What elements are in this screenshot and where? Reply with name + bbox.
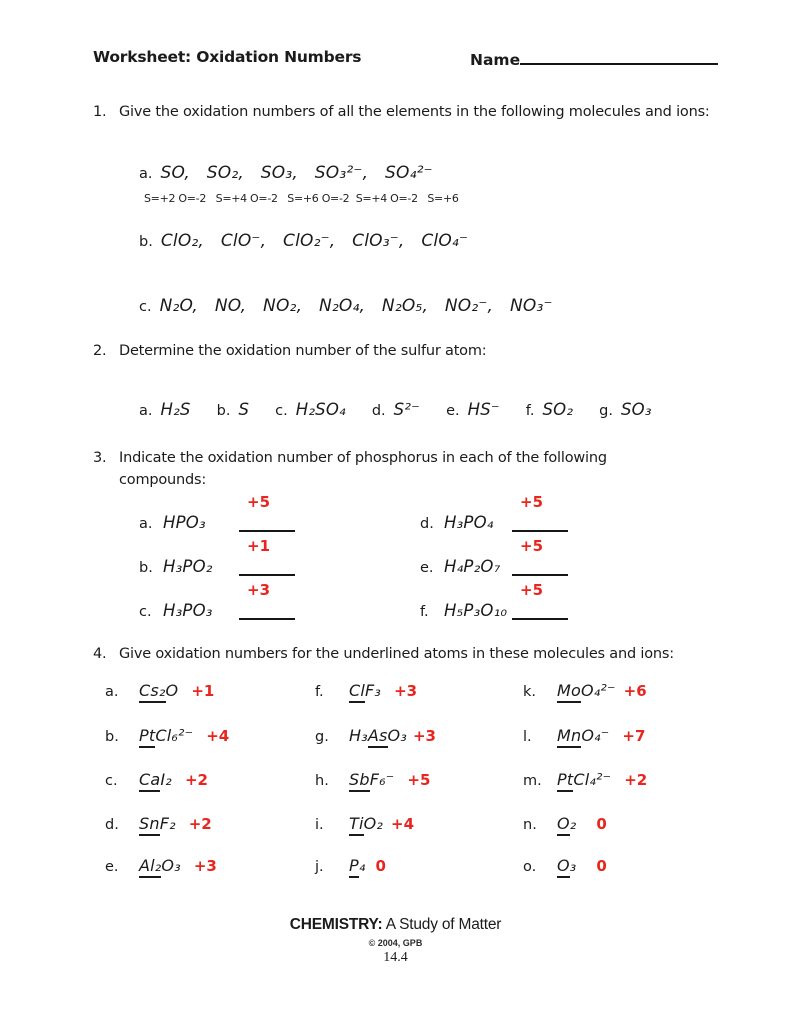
- item-letter: m.: [523, 773, 542, 789]
- item-letter: o.: [523, 859, 537, 875]
- answer-value: +3: [247, 581, 271, 599]
- chemical-formula: [557, 681, 616, 700]
- footer-copyright: © 2004, GPB: [368, 938, 423, 948]
- q3-item-a: [139, 493, 295, 532]
- q3-item-b: [139, 537, 295, 576]
- q4-item-m: [523, 770, 647, 789]
- q3-item-c: [139, 581, 295, 620]
- chemical-formula: [557, 770, 611, 789]
- q1-part-a-answers: S=+2 O=-2 S=+4 O=-2 S=+6 O=-2 S=+4 O=-2 S=+6: [144, 192, 459, 205]
- underlined-atom: Pt: [139, 726, 155, 748]
- answer-value: +3: [394, 682, 418, 700]
- answer-value: +5: [520, 493, 544, 511]
- chemical-formula: [139, 681, 178, 700]
- question-text: Indicate the oxidation number of phosphorus in each of the following compounds:: [119, 450, 607, 488]
- q2-item-d: [372, 400, 420, 419]
- answer-value: +5: [247, 493, 271, 511]
- chemical-formula: H₅P₃O₁₀: [444, 601, 508, 620]
- chemical-formula: [139, 726, 193, 745]
- item-letter: b.: [139, 234, 153, 250]
- answer-blank: [239, 581, 295, 620]
- q4-item-j: [315, 856, 386, 875]
- chemical-formula: H₄P₂O₇: [444, 557, 501, 576]
- q4-item-e: [105, 856, 217, 875]
- underlined-atom: P: [349, 856, 359, 878]
- answer-blank: [512, 537, 568, 576]
- q2-item-b: [217, 400, 250, 419]
- item-letter: h.: [315, 773, 329, 789]
- formula-post: Cl₄²⁻: [573, 770, 612, 789]
- q4-item-l: [523, 726, 645, 745]
- q3-item-e: [420, 537, 568, 576]
- q2-item-e: [446, 400, 500, 419]
- answer-value: +2: [624, 771, 648, 789]
- formula-pre: H₃: [349, 726, 368, 745]
- answer-value: +5: [520, 537, 544, 555]
- q1-part-a: [139, 163, 433, 183]
- chemical-formula: H₃PO₃: [163, 601, 213, 620]
- name-underline: [520, 48, 718, 65]
- q3-item-f: [420, 581, 568, 620]
- chemical-formula: HPO₃: [163, 513, 206, 532]
- formula-post: O₄⁻: [581, 726, 610, 745]
- underlined-atom: Mn: [557, 726, 581, 748]
- q2-item-g: [599, 400, 652, 419]
- q2-item-f: [526, 400, 573, 419]
- underlined-atom: Ti: [349, 814, 364, 836]
- item-letter: a.: [105, 684, 119, 700]
- q2-item-a: [139, 400, 191, 419]
- formula-post: ₂: [569, 814, 577, 833]
- item-letter: g.: [599, 403, 613, 419]
- chemical-formula: SO₂: [542, 400, 574, 419]
- answer-blank: [239, 537, 295, 576]
- underlined-atom: Sn: [139, 814, 160, 836]
- answer-value: +4: [206, 727, 230, 745]
- chemical-formula: [139, 770, 172, 789]
- item-letter: d.: [371, 403, 386, 419]
- question-4-prompt: [93, 644, 674, 666]
- underlined-atom: Cl: [349, 681, 365, 703]
- formula-post: F₂: [159, 814, 176, 833]
- chemical-formula: [349, 681, 381, 700]
- q4-item-c: [105, 770, 208, 789]
- answer-value: +2: [188, 815, 212, 833]
- item-letter: k.: [523, 684, 537, 700]
- chemical-formula: [349, 726, 407, 745]
- item-letter: d.: [105, 817, 119, 833]
- item-letter: a.: [139, 403, 153, 419]
- question-number: 1.: [93, 104, 107, 120]
- answer-blank: [512, 493, 568, 532]
- formula-post: Cl₆²⁻: [155, 726, 194, 745]
- underlined-atom: Al₂: [139, 856, 161, 878]
- answer-value: 0: [596, 857, 607, 875]
- name-field: [470, 48, 718, 69]
- formula-post: O₄²⁻: [581, 681, 616, 700]
- question-2-prompt: [93, 341, 486, 363]
- formula-post: O₃: [387, 726, 407, 745]
- q4-item-f: [315, 681, 417, 700]
- footer-brand-bold: CHEMISTRY:: [289, 916, 383, 933]
- formula-post: ₃: [569, 856, 577, 875]
- chemical-formula: SO₃: [620, 400, 652, 419]
- answer-value: +7: [622, 727, 646, 745]
- formula-post: F₆⁻: [369, 770, 395, 789]
- answer-value: +1: [247, 537, 271, 555]
- underlined-atom: Mo: [557, 681, 581, 703]
- q4-item-o: [523, 856, 607, 875]
- answer-value: +5: [520, 581, 544, 599]
- item-letter: a.: [139, 166, 153, 182]
- question-number: 3.: [93, 450, 107, 466]
- worksheet-title: Worksheet: Oxidation Numbers: [93, 48, 362, 66]
- underlined-atom: Cs₂: [139, 681, 166, 703]
- question-number: 4.: [93, 646, 107, 662]
- footer-page-number: 14.4: [383, 950, 408, 965]
- underlined-atom: O: [557, 856, 570, 878]
- q4-item-a: [105, 681, 214, 700]
- formula-post: I₂: [160, 770, 172, 789]
- underlined-atom: Ca: [139, 770, 160, 792]
- answer-value: +3: [193, 857, 217, 875]
- item-letter: c.: [139, 604, 152, 620]
- underlined-atom: Pt: [557, 770, 573, 792]
- question-text: Give the oxidation numbers of all the elements in the following molecules and ions:: [119, 104, 710, 120]
- item-letter: n.: [523, 817, 537, 833]
- question-text: Give oxidation numbers for the underlined atoms in these molecules and ions:: [119, 646, 674, 662]
- item-letter: b.: [105, 729, 119, 745]
- answer-blank: [239, 493, 295, 532]
- item-letter: a.: [139, 516, 153, 532]
- item-letter: b.: [216, 403, 231, 419]
- formula-post: F₃: [365, 681, 382, 700]
- chemical-formula: H₂S: [160, 400, 191, 419]
- chemical-formula: [139, 814, 176, 833]
- answer-value: +2: [184, 771, 208, 789]
- chemical-formula-list: SO, SO₂, SO₃, SO₃²⁻, SO₄²⁻: [160, 163, 433, 183]
- question-1-prompt: [93, 102, 710, 124]
- q4-item-k: [523, 681, 647, 700]
- answer-value: +1: [191, 682, 215, 700]
- formula-post: O₂: [363, 814, 384, 833]
- underlined-atom: O: [557, 814, 570, 836]
- q4-item-d: [105, 814, 212, 833]
- item-letter: c.: [139, 299, 152, 315]
- chemical-formula-list: N₂O, NO, NO₂, N₂O₄, N₂O₅, NO₂⁻, NO₃⁻: [159, 296, 553, 316]
- item-letter: l.: [523, 729, 532, 745]
- q4-item-b: [105, 726, 229, 745]
- chemical-formula: [557, 814, 576, 833]
- q2-items-row: [139, 400, 652, 419]
- item-letter: f.: [420, 604, 429, 620]
- chemical-formula: [139, 856, 181, 875]
- formula-post: ₄: [358, 856, 366, 875]
- chemical-formula: H₂SO₄: [295, 400, 346, 419]
- answer-value: 0: [375, 857, 386, 875]
- answer-value: +4: [391, 815, 415, 833]
- chemical-formula: [349, 814, 383, 833]
- chemical-formula: H₃PO₄: [444, 513, 494, 532]
- q4-item-g: [315, 726, 436, 745]
- underlined-atom: Sb: [349, 770, 370, 792]
- q4-item-h: [315, 770, 430, 789]
- chemical-formula-list: ClO₂, ClO⁻, ClO₂⁻, ClO₃⁻, ClO₄⁻: [160, 231, 469, 251]
- chemical-formula: HS⁻: [467, 400, 500, 419]
- chemical-formula: [557, 856, 576, 875]
- q4-item-i: [315, 814, 414, 833]
- question-text: Determine the oxidation number of the sulfur atom:: [119, 343, 487, 359]
- item-letter: e.: [420, 560, 434, 576]
- item-letter: f.: [525, 403, 535, 419]
- q3-item-d: [420, 493, 568, 532]
- item-letter: e.: [105, 859, 119, 875]
- answer-value: +6: [623, 682, 647, 700]
- answer-blank: [512, 581, 568, 620]
- q1-part-b: [139, 231, 468, 251]
- question-number: 2.: [93, 343, 107, 359]
- item-letter: i.: [315, 817, 324, 833]
- item-letter: b.: [139, 560, 153, 576]
- item-letter: f.: [315, 684, 324, 700]
- footer-brand: [0, 916, 791, 934]
- name-label: Name: [470, 51, 521, 69]
- item-letter: g.: [315, 729, 329, 745]
- answer-value: 0: [596, 815, 607, 833]
- underlined-atom: As: [368, 726, 388, 748]
- question-3-prompt: [93, 448, 664, 492]
- chemical-formula: H₃PO₂: [163, 557, 213, 576]
- q2-item-c: [275, 400, 346, 419]
- chemical-formula: [557, 726, 609, 745]
- chemical-formula: [349, 856, 365, 875]
- q4-item-n: [523, 814, 607, 833]
- item-letter: j.: [315, 859, 324, 875]
- chemical-formula: [349, 770, 394, 789]
- item-letter: d.: [420, 516, 434, 532]
- answer-value: +3: [412, 727, 436, 745]
- item-letter: c.: [105, 773, 118, 789]
- formula-post: O: [165, 681, 179, 700]
- answer-value: +5: [407, 771, 431, 789]
- chemical-formula: S: [238, 400, 250, 419]
- footer-brand-rest: A Study of Matter: [382, 916, 502, 933]
- item-letter: e.: [446, 403, 460, 419]
- item-letter: c.: [275, 403, 288, 419]
- q1-part-c: [139, 296, 553, 316]
- formula-post: O₃: [161, 856, 181, 875]
- chemical-formula: S²⁻: [393, 400, 421, 419]
